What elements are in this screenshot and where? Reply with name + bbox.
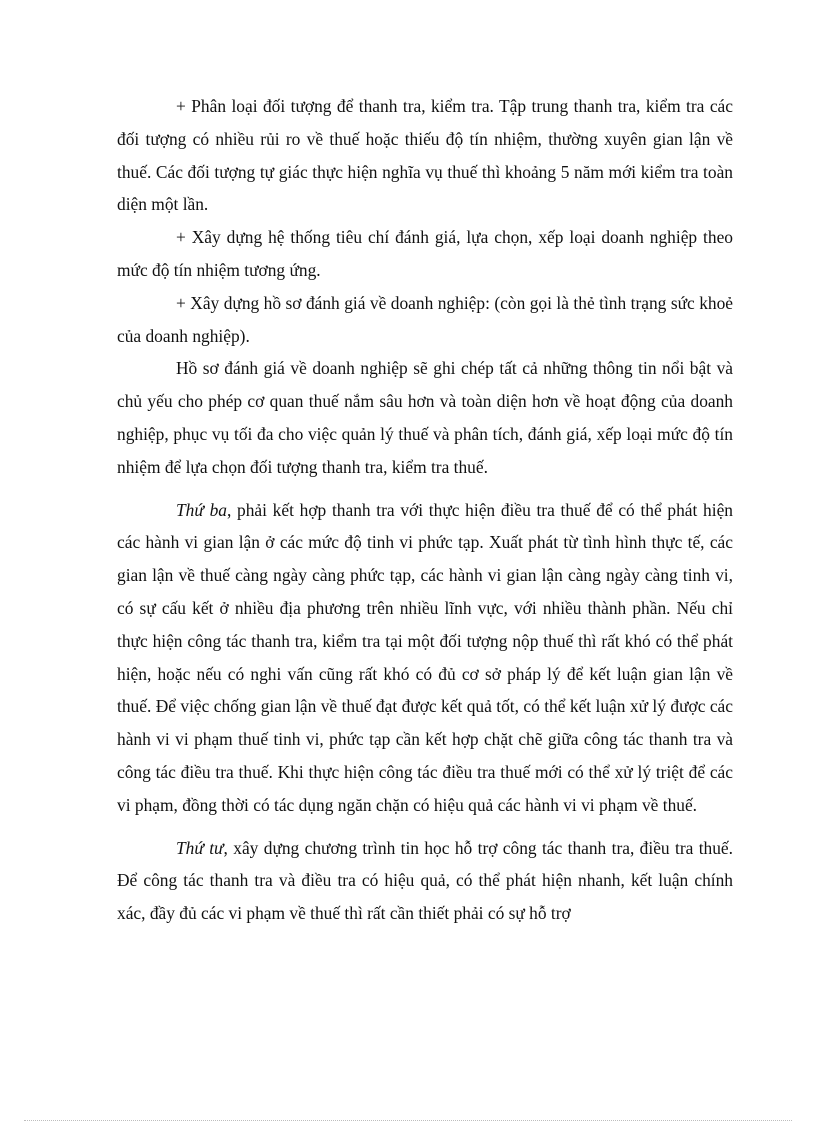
paragraph-text: + Xây dựng hồ sơ đánh giá về doanh nghiệp: (còn gọi là thẻ tình trạng sức khoẻ của doanh nghiệp). (117, 292, 733, 346)
paragraph-fourth-point (117, 832, 733, 930)
paragraph-third-point (117, 494, 733, 822)
paragraph-text: + Phân loại đối tượng để thanh tra, kiểm tra. Tập trung thanh tra, kiểm tra các đối tượng có nhiều rủi ro về thuế hoặc thiếu độ tín nhiệm, thường xuyên gian lận về thuế. Các đối tượng tự giác thực hiện nghĩa vụ thuế thì khoảng 5 năm mới kiểm tra toàn diện một lần. (117, 96, 733, 215)
paragraph-lead-italic: Thứ ba (176, 499, 227, 520)
paragraph-text: , xây dựng chương trình tin học hỗ trợ công tác thanh tra, điều tra thuế. Để công tác thanh tra và điều tra có hiệu quả, có thể phát hiện nhanh, kết luận chính xác, đầy đủ các vi phạm về thuế thì rất cần thiết phải có sự hỗ trợ (117, 837, 733, 924)
paragraph-text: + Xây dựng hệ thống tiêu chí đánh giá, lựa chọn, xếp loại doanh nghiệp theo mức độ tín nhiệm tương ứng. (117, 227, 733, 280)
paragraph-text: , phải kết hợp thanh tra với thực hiện điều tra thuế để có thể phát hiện các hành vi gian lận ở các mức độ tinh vi phức tạp. Xuất phát từ tình hình thực tế, các gian lận về thuế càng ngày càng phức tạp, các hành vi gian lận càng ngày càng tinh vi, có sự cấu kết ở nhiều địa phương trên nhiều lĩnh vực, với nhiều thành phần. Nếu chỉ thực hiện công tác thanh tra, kiểm tra tại một đối tượng nộp thuế thì rất khó có thể phát hiện, hoặc nếu có nghi vấn cũng rất khó có đủ cơ sở pháp lý để kết luận gian lận về thuế. Để việc chống gian lận về thuế đạt được kết quả tốt, có thể kết luận xử lý được các hành vi vi phạm thuế tinh vi, phức tạp cần kết hợp chặt chẽ giữa công tác thanh tra và công tác điều tra thuế. Khi thực hiện công tác điều tra thuế mới có thể xử lý triệt để các vi phạm, đồng thời có tác dụng ngăn chặn có hiệu quả các hành vi vi phạm về thuế. (117, 499, 733, 815)
paragraph-enterprise-profile (117, 287, 733, 353)
paragraph-profile-description (117, 352, 733, 483)
paragraph-criteria-system (117, 221, 733, 287)
paragraph-text: Hồ sơ đánh giá về doanh nghiệp sẽ ghi chép tất cả những thông tin nổi bật và chủ yếu cho phép cơ quan thuế nắm sâu hơn và toàn diện hơn về hoạt động của doanh nghiệp, phục vụ tối đa cho việc quản lý thuế và phân tích, đánh giá, xếp loại mức độ tín nhiệm để lựa chọn đối tượng thanh tra, kiểm tra thuế. (117, 358, 733, 477)
paragraph-lead-italic: Thứ tư (176, 837, 224, 858)
document-body (117, 90, 733, 930)
paragraph-classify-targets (117, 90, 733, 221)
page-bottom-divider (24, 1120, 792, 1121)
